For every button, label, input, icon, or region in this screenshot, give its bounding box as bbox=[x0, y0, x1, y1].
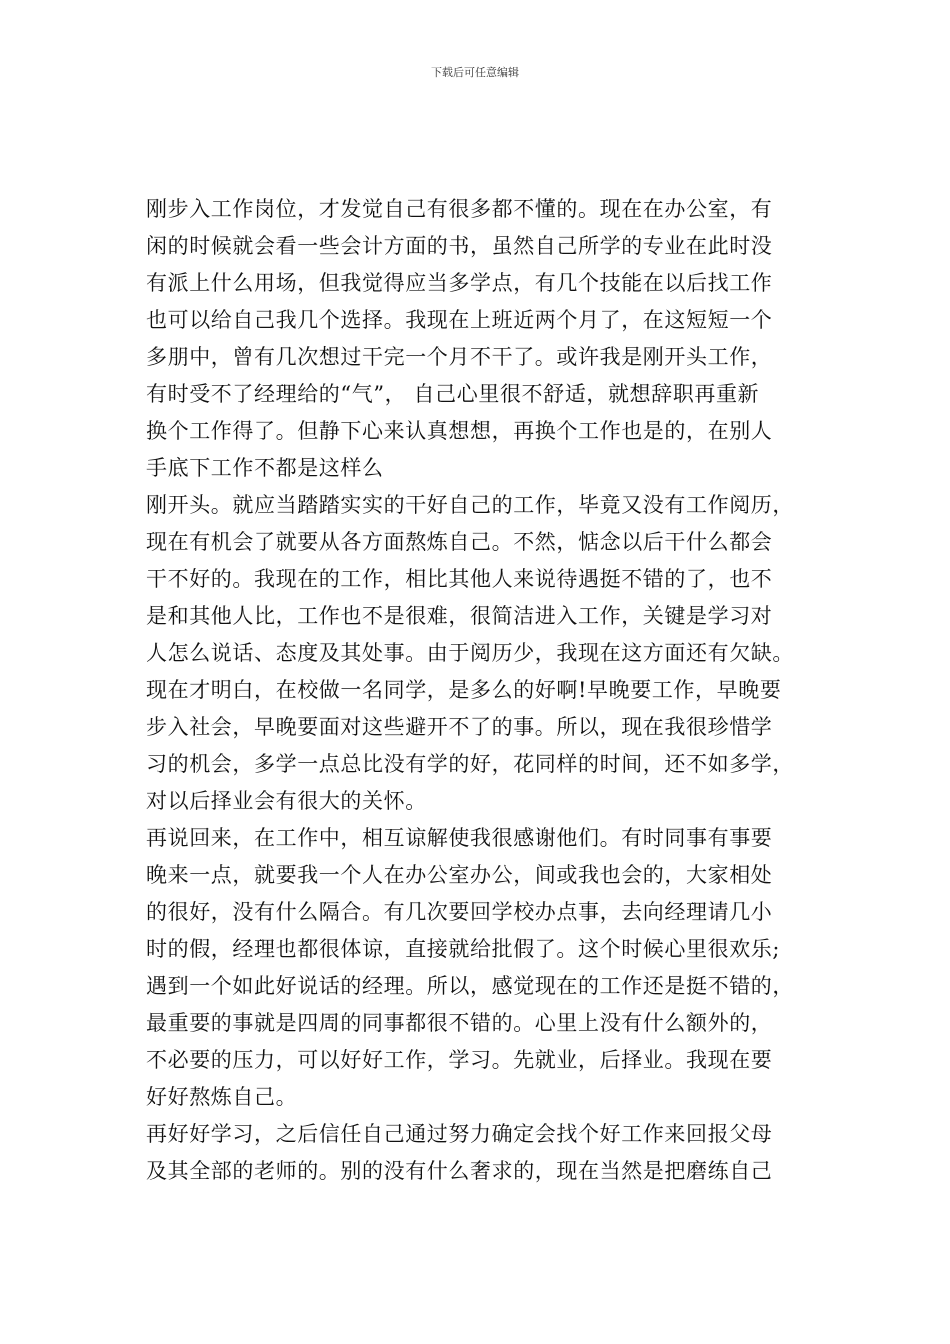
text-line: 现在才明白，在校做一名同学，是多么的好啊!早晚要工作，早晚要 bbox=[146, 678, 782, 702]
text-line: 遇到一个如此好说话的经理。所以，感觉现在的工作还是挺不错的， bbox=[146, 974, 794, 998]
text-line: 最重要的事就是四周的同事都很不错的。心里上没有什么额外的， bbox=[146, 1011, 773, 1035]
text-line: 对以后择业会有很大的关怀。 bbox=[146, 789, 427, 813]
text-line: 有时受不了经理给的“气”， 自己心里很不舒适，就想辞职再重新 bbox=[146, 382, 760, 406]
text-line: 有派上什么用场，但我觉得应当多学点，有几个技能在以后找工作 bbox=[146, 271, 773, 295]
text-line: 刚开头。就应当踏踏实实的干好自己的工作，毕竟又没有工作阅历， bbox=[146, 493, 794, 517]
text-line: 的很好，没有什么隔合。有几次要回学校办点事，去向经理请几小 bbox=[146, 900, 773, 924]
text-line: 及其全部的老师的。别的没有什么奢求的，现在当然是把磨练自己 bbox=[146, 1159, 773, 1183]
text-line: 多朋中，曾有几次想过干完一个月不干了。或许我是刚开头工作， bbox=[146, 345, 773, 369]
text-line: 步入社会，早晚要面对这些避开不了的事。所以，现在我很珍惜学 bbox=[146, 715, 773, 739]
text-line: 干不好的。我现在的工作，相比其他人来说待遇挺不错的了，也不 bbox=[146, 567, 773, 591]
text-line: 再好好学习，之后信任自己通过努力确定会找个好工作来回报父母 bbox=[146, 1122, 773, 1146]
text-line: 刚步入工作岗位，才发觉自己有很多都不懂的。现在在办公室，有 bbox=[146, 197, 773, 221]
text-line: 习的机会，多学一点总比没有学的好，花同样的时间，还不如多学， bbox=[146, 752, 794, 776]
text-line: 晚来一点，就要我一个人在办公室办公，间或我也会的，大家相处 bbox=[146, 863, 773, 887]
text-line: 换个工作得了。但静下心来认真想想，再换个工作也是的，在别人 bbox=[146, 419, 773, 443]
text-line: 不必要的压力，可以好好工作，学习。先就业，后择业。我现在要 bbox=[146, 1048, 773, 1072]
page-header: 下载后可任意编辑 bbox=[431, 66, 519, 79]
document-body bbox=[146, 191, 836, 1190]
text-line: 手底下工作不都是这样么 bbox=[146, 456, 384, 480]
text-line: 时的假，经理也都很体谅，直接就给批假了。这个时候心里很欢乐; bbox=[146, 937, 781, 961]
text-line: 好好熬炼自己。 bbox=[146, 1085, 298, 1109]
text-line: 也可以给自己我几个选择。我现在上班近两个月了，在这短短一个 bbox=[146, 308, 773, 332]
text-line: 现在有机会了就要从各方面熬炼自己。不然，惦念以后干什么都会 bbox=[146, 530, 773, 554]
text-line: 闲的时候就会看一些会计方面的书，虽然自己所学的专业在此时没 bbox=[146, 234, 773, 258]
text-line: 人怎么说话、态度及其处事。由于阅历少，我现在这方面还有欠缺。 bbox=[146, 641, 794, 665]
text-line: 再说回来，在工作中，相互谅解使我很感谢他们。有时同事有事要 bbox=[146, 826, 773, 850]
text-line: 是和其他人比，工作也不是很难，很简洁进入工作，关键是学习对 bbox=[146, 604, 773, 628]
